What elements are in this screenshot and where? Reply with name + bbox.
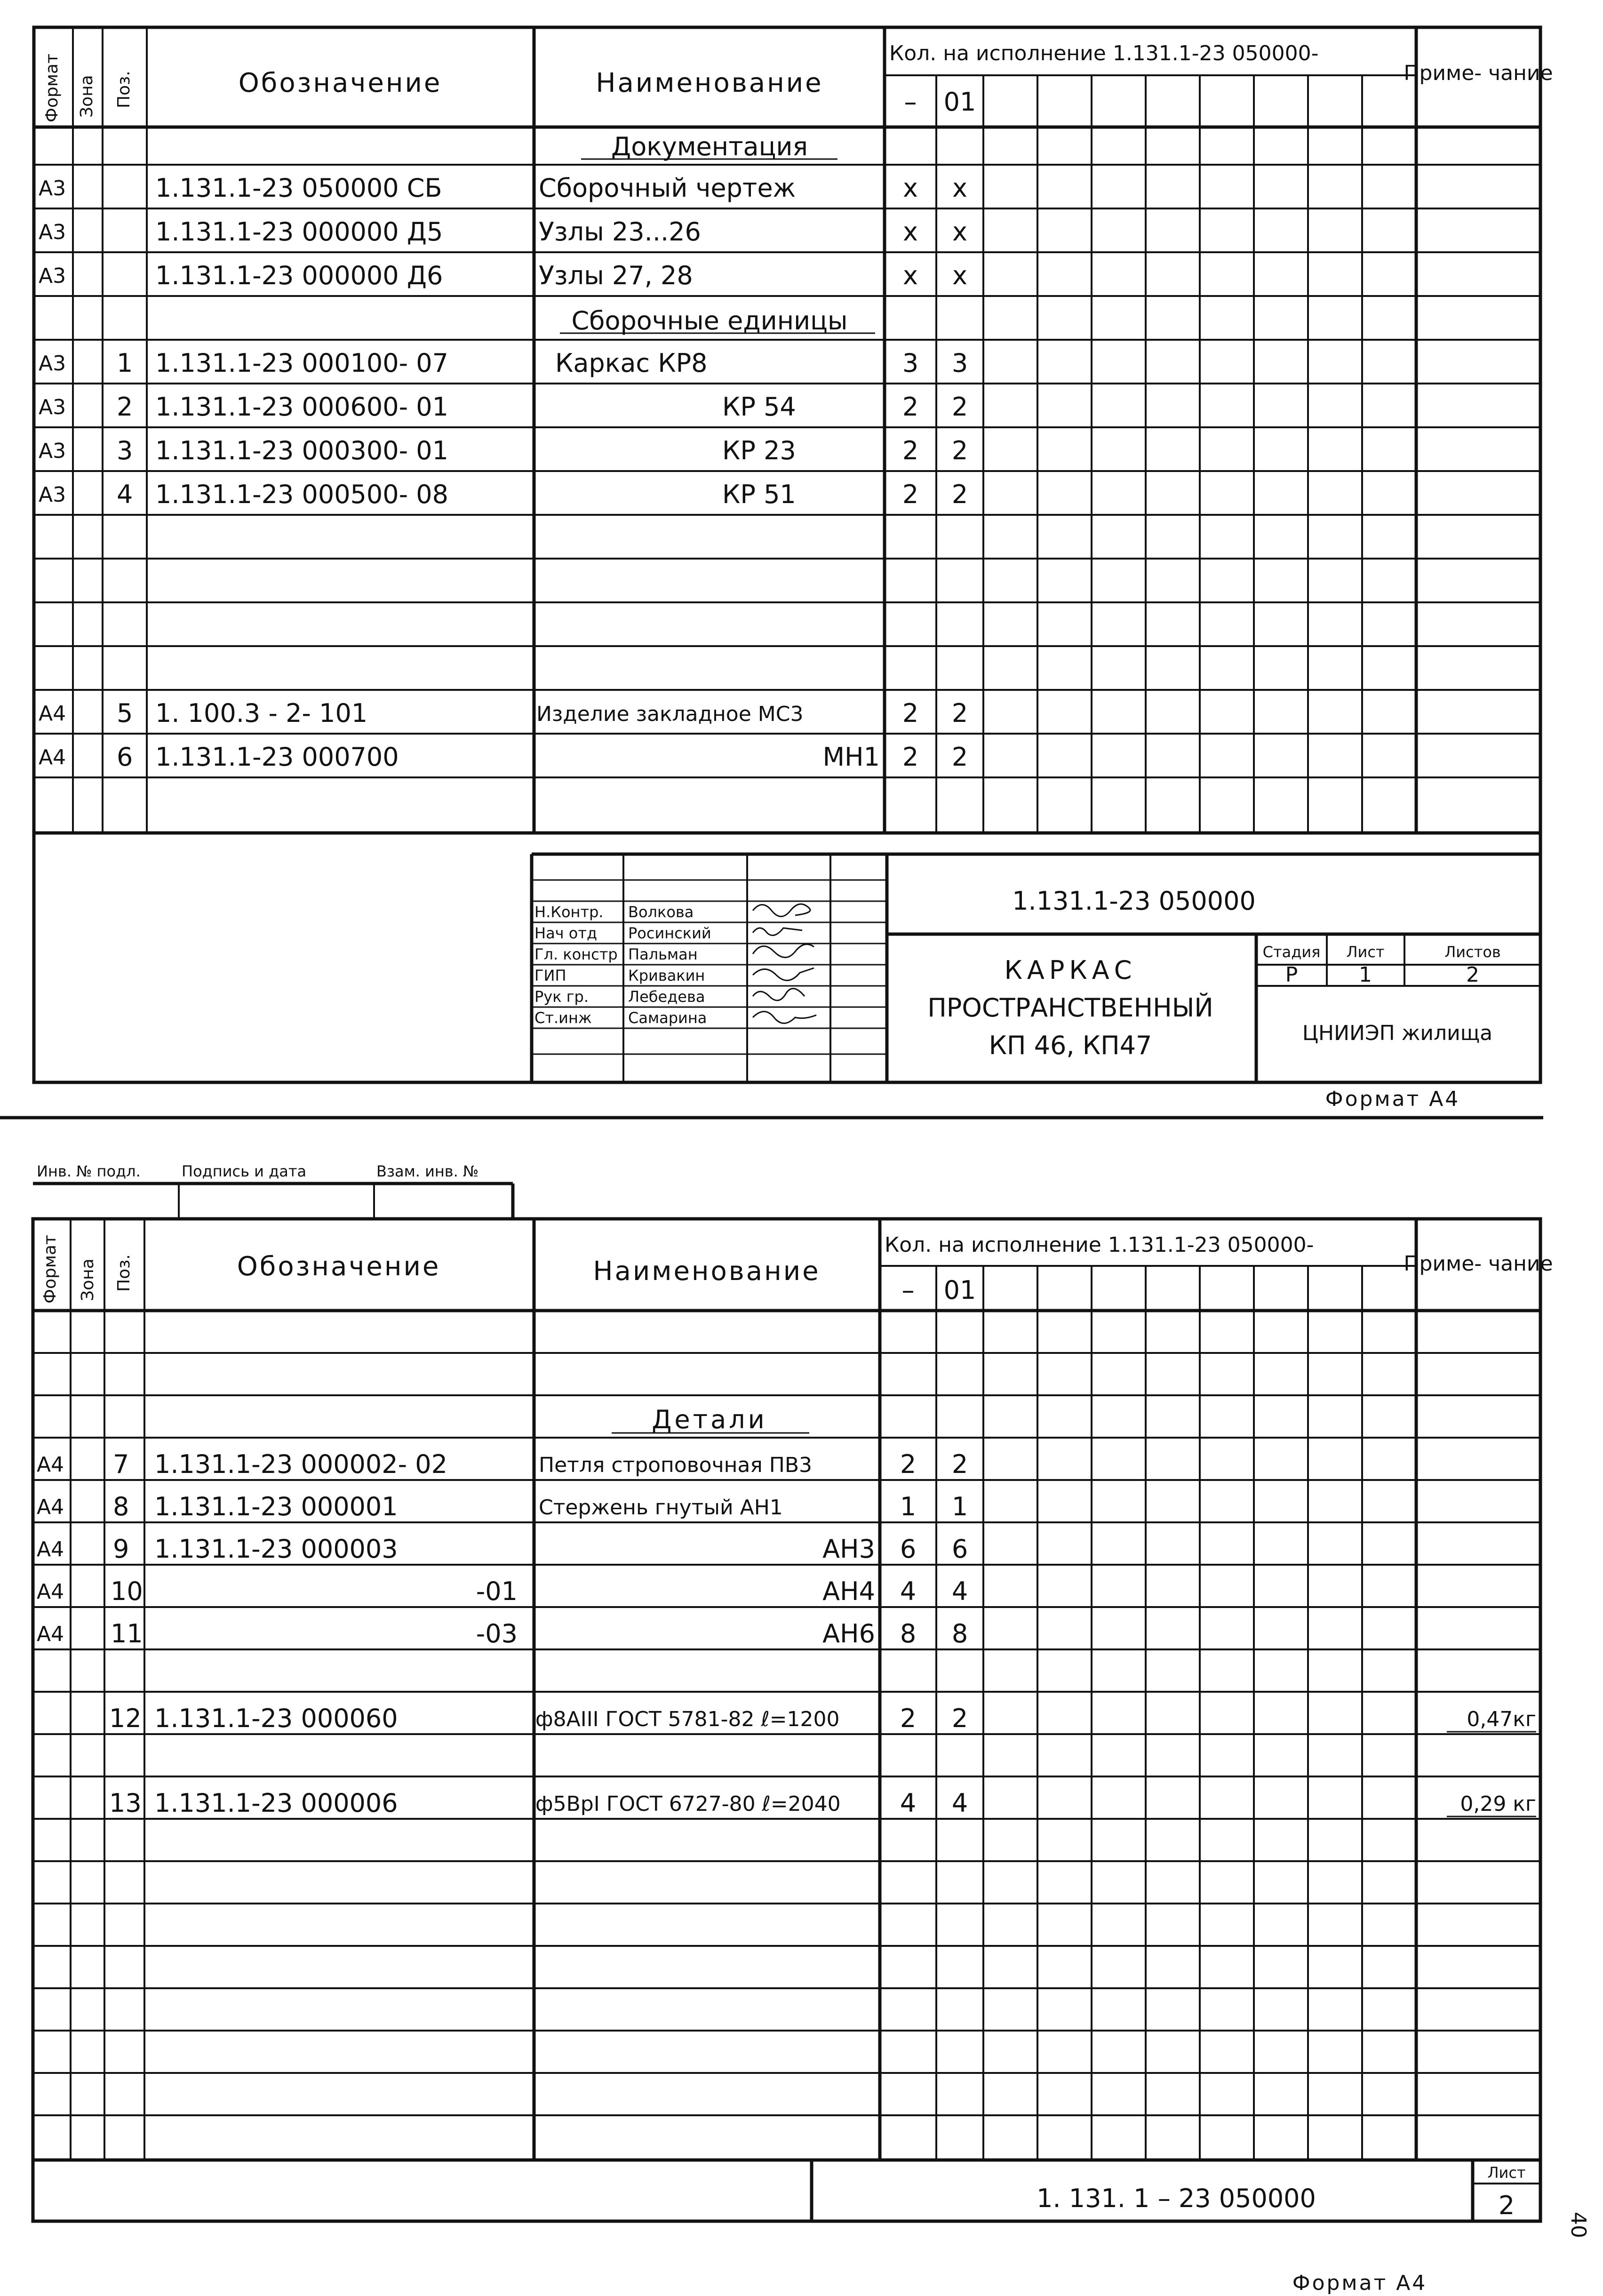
row-designation: 1.131.1-23 000003 [154, 1534, 398, 1564]
signature-mark [753, 904, 810, 916]
role-label: Нач отд [534, 924, 598, 942]
row-qty-2: 2 [951, 480, 968, 509]
role-person: Росинский [628, 924, 711, 942]
sheet2-header-name: Наименование [593, 1256, 821, 1287]
row-designation: 1.131.1-23 000100- 07 [155, 348, 448, 378]
row-designation: -01 [476, 1576, 518, 1606]
row-qty-1: 2 [900, 1449, 917, 1479]
sheets-value: 2 [1466, 963, 1479, 987]
row-designation: 1.131.1-23 000300- 01 [155, 436, 448, 465]
sheet1-unit-row [39, 392, 968, 422]
role-label: Рук гр. [534, 988, 589, 1006]
row-designation: 1.131.1-23 000500- 08 [155, 480, 448, 509]
sheet1-format-label: Формат А4 [1325, 1087, 1460, 1111]
row-qty-1: 2 [902, 392, 919, 422]
row-name: АН6 [822, 1619, 875, 1648]
footer-sheet-label: Лист [1487, 2164, 1526, 2182]
row-qty-2: 2 [951, 698, 968, 728]
row-name: Сборочный чертеж [539, 173, 796, 203]
row-designation: 1.131.1-23 000600- 01 [155, 392, 448, 422]
row-qty-1: 4 [900, 1788, 917, 1818]
row-pos: 8 [113, 1492, 129, 1521]
signature-mark [753, 928, 802, 936]
role-label: Ст.инж [534, 1009, 592, 1027]
stamp-inv: Инв. № подл. [37, 1162, 141, 1180]
row-designation: 1.131.1-23 000060 [154, 1704, 398, 1733]
specification-sheet-2 [33, 1162, 1590, 2295]
row-format: А3 [39, 483, 66, 507]
row-pos: 2 [117, 392, 133, 422]
sheet2-row [37, 1619, 968, 1648]
row-qty-1: 2 [902, 698, 919, 728]
sheet1-header-qty: Кол. на исполнение 1.131.1-23 050000- [889, 41, 1319, 65]
row-qty-1: 2 [902, 742, 919, 772]
sheet2-header-var1: – [901, 1275, 915, 1305]
stamp-repl: Взам. инв. № [376, 1162, 479, 1180]
sheet2-header-note: Приме- чание [1404, 1252, 1553, 1276]
row-qty-1: 3 [902, 348, 919, 378]
role-label: Н.Контр. [534, 903, 604, 921]
row-qty-1: 2 [902, 436, 919, 465]
row-qty-1: 2 [902, 480, 919, 509]
row-pos: 12 [109, 1704, 142, 1733]
row-format: А4 [39, 702, 66, 726]
role-person: Пальман [628, 945, 698, 963]
role-person: Лебедева [628, 988, 705, 1006]
row-name: КР 23 [722, 436, 796, 465]
row-pos: 9 [113, 1534, 129, 1564]
sheet2-row [37, 1534, 968, 1564]
sheet1-doc-row [39, 217, 967, 247]
row-qty-2: 2 [951, 436, 968, 465]
sheet1-item-row [39, 742, 968, 772]
row-qty-1: х [903, 217, 918, 247]
sheet2-header-format: Формат [40, 1234, 60, 1304]
row-qty-2: 2 [951, 742, 968, 772]
row-designation: -03 [476, 1619, 518, 1648]
row-qty-2: 2 [951, 1449, 968, 1479]
row-pos: 10 [111, 1576, 143, 1606]
role-person: Волкова [628, 903, 694, 921]
row-qty-2: х [952, 217, 967, 247]
role-person: Самарина [628, 1009, 707, 1027]
row-name: Изделие закладное МС3 [536, 702, 804, 726]
sheet1-doc-row [39, 261, 967, 290]
role-label: Гл. констр [534, 945, 618, 963]
sheet2-row [109, 1788, 1536, 1818]
row-format: А4 [37, 1580, 64, 1604]
stage-label: Стадия [1262, 943, 1321, 961]
row-name: Стержень гнутый АН1 [539, 1496, 783, 1520]
row-name: МН1 [822, 742, 880, 772]
row-qty-1: 4 [900, 1576, 917, 1606]
row-qty-2: 6 [951, 1534, 968, 1564]
sheet1-section-docs: Документация [611, 132, 808, 161]
row-format: А3 [39, 395, 66, 419]
sheet1-section-units: Сборочные единицы [571, 306, 848, 336]
sheet2-row [37, 1449, 968, 1479]
sheet1-item-row [39, 698, 968, 728]
row-qty-2: 8 [951, 1619, 968, 1648]
row-designation: 1.131.1-23 000000 Д6 [155, 261, 443, 290]
row-designation: 1.131.1-23 000000 Д5 [155, 217, 443, 247]
row-name: АН4 [822, 1576, 875, 1606]
row-designation: 1.131.1-23 000001 [154, 1492, 398, 1521]
sheet-label: Лист [1346, 943, 1385, 961]
row-designation: 1.131.1-23 000700 [155, 742, 399, 772]
row-name: Узлы 27, 28 [539, 261, 693, 290]
row-pos: 4 [117, 480, 133, 509]
row-qty-2: 2 [951, 1704, 968, 1733]
sheet2-header-var2: 01 [943, 1275, 976, 1305]
row-format: А3 [39, 439, 66, 463]
footer-code: 1. 131. 1 – 23 050000 [1037, 2184, 1316, 2213]
row-qty-2: 4 [951, 1576, 968, 1606]
row-pos: 11 [111, 1619, 143, 1648]
row-designation: 1.131.1-23 050000 СБ [155, 173, 442, 203]
sheet2-header-zone: Зона [78, 1258, 97, 1301]
row-format: А3 [39, 352, 66, 376]
specification-sheet-1 [0, 27, 1553, 1118]
signature-mark [753, 989, 805, 1000]
role-person: Кривакин [628, 967, 705, 984]
row-name: КР 54 [722, 392, 796, 422]
row-designation: 1. 100.3 - 2- 101 [155, 698, 368, 728]
row-name: ф5ВрI ГОСТ 6727-80 ℓ=2040 [535, 1792, 841, 1816]
sheet1-header-designation: Обозначение [238, 68, 442, 98]
title-line-2: ПРОСТРАНСТВЕННЫЙ [927, 993, 1213, 1023]
title-block-code: 1.131.1-23 050000 [1012, 886, 1256, 916]
row-format: А4 [37, 1537, 64, 1561]
stamp-sign: Подпись и дата [182, 1162, 307, 1180]
row-pos: 3 [117, 436, 133, 465]
signature-mark [753, 944, 814, 957]
row-pos: 13 [109, 1788, 142, 1818]
sheet1-header-zone: Зона [77, 75, 96, 118]
sheet1-unit-row [39, 480, 968, 509]
row-format: А4 [37, 1622, 64, 1646]
row-format: А4 [37, 1495, 64, 1519]
stage-value: Р [1285, 963, 1298, 987]
page-number: 40 [1566, 2212, 1590, 2238]
row-qty-1: 2 [900, 1704, 917, 1733]
row-qty-2: х [952, 173, 967, 203]
row-name: КР 51 [722, 480, 796, 509]
row-qty-2: 3 [951, 348, 968, 378]
sheet1-header-note: Приме- чание [1404, 61, 1553, 85]
row-qty-2: 2 [951, 392, 968, 422]
row-designation: 1.131.1-23 000002- 02 [154, 1449, 447, 1479]
row-format: А3 [39, 220, 66, 244]
sheet1-unit-row [39, 436, 968, 465]
row-note: 0,29 кг [1460, 1792, 1536, 1816]
sheet2-row [37, 1492, 968, 1521]
row-qty-2: х [952, 261, 967, 290]
sheet2-footer [812, 2160, 1540, 2221]
sheet1-title-block [532, 854, 1540, 1082]
row-name: ф8АIII ГОСТ 5781-82 ℓ=1200 [535, 1707, 840, 1731]
sheet1-header-name: Наименование [596, 68, 823, 98]
row-name: Узлы 23...26 [539, 217, 701, 247]
sheet1-unit-row [39, 348, 968, 378]
sheet1-doc-row [39, 173, 967, 203]
row-pos: 7 [113, 1449, 129, 1479]
sheet1-header-var2: 01 [943, 87, 976, 117]
row-designation: 1.131.1-23 000006 [154, 1788, 398, 1818]
title-line-3: КП 46, КП47 [989, 1031, 1152, 1060]
row-qty-1: 1 [900, 1492, 917, 1521]
row-qty-2: 4 [951, 1788, 968, 1818]
sheet1-header-pos: Поз. [114, 71, 134, 108]
footer-sheet-value: 2 [1498, 2191, 1515, 2220]
row-qty-1: 6 [900, 1534, 917, 1564]
archive-stamp [33, 1162, 513, 1219]
signature-mark [753, 968, 814, 980]
sheet2-row [37, 1576, 968, 1606]
row-qty-1: 8 [900, 1619, 917, 1648]
row-qty-2: 1 [951, 1492, 968, 1521]
sheet2-header-designation: Обозначение [237, 1251, 441, 1282]
sheet1-header-format: Формат [42, 53, 62, 122]
row-name: Петля строповочная ПВ3 [539, 1453, 813, 1477]
row-format: А4 [37, 1453, 64, 1477]
sheet-value: 1 [1359, 963, 1372, 987]
row-pos: 5 [117, 698, 133, 728]
sheet2-section-parts: Детали [652, 1405, 767, 1434]
row-format: А4 [39, 745, 66, 769]
sheet2-header-pos: Поз. [114, 1254, 134, 1292]
title-line-1: КАРКАС [1004, 955, 1137, 985]
row-qty-1: х [903, 261, 918, 290]
sheets-label: Листов [1444, 943, 1501, 961]
row-note: 0,47кг [1467, 1707, 1536, 1731]
row-name: Каркас КР8 [555, 348, 708, 378]
sheet2-header-qty: Кол. на исполнение 1.131.1-23 050000- [885, 1233, 1314, 1257]
row-format: А3 [39, 264, 66, 288]
signature-mark [753, 1012, 816, 1024]
row-pos: 1 [117, 348, 133, 378]
sheet1-header-var1: – [904, 87, 917, 117]
row-pos: 6 [117, 742, 133, 772]
row-format: А3 [39, 176, 66, 200]
sheet2-format-label: Формат А4 [1292, 2271, 1428, 2295]
role-label: ГИП [534, 967, 566, 984]
organization: ЦНИИЭП жилища [1302, 1021, 1493, 1045]
row-name: АН3 [822, 1534, 875, 1564]
sheet2-row [109, 1704, 1536, 1733]
row-qty-1: х [903, 173, 918, 203]
